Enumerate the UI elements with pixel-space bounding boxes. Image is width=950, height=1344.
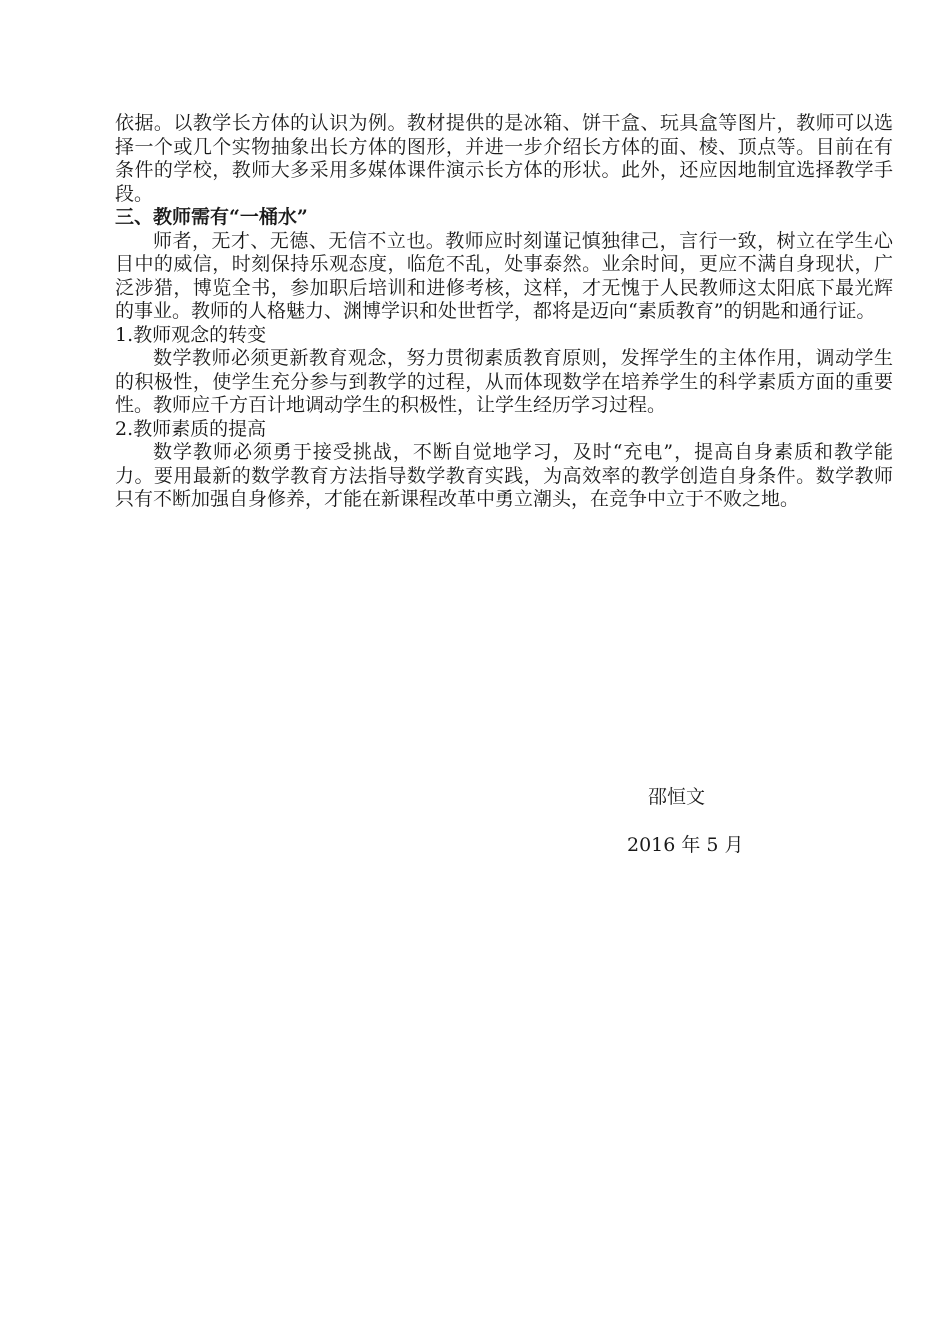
subsection-heading-1: 1.教师观念的转变 xyxy=(115,323,267,346)
subsection-2-paragraph: 数学教师必须勇于接受挑战，不断自觉地学习，及时“充电”，提高自身素质和教学能力。要用最新的数学教育方法指导数学教育实践，为高效率的教学创造自身条件。数学教师只有不断加强自身修养，才能在新课程改革中勇立潮头，在竞争中立于不败之地。 xyxy=(115,441,893,510)
paragraph-continuation: 依据。以教学长方体的认识为例。教材提供的是冰箱、饼干盒、玩具盒等图片，教师可以选择一个或几个实物抽象出长方体的图形，并进一步介绍长方体的面、棱、顶点等。目前在有条件的学校，教师大多采用多媒体课件演示长方体的形状。此外，还应因地制宜选择教学手段。 xyxy=(115,112,893,205)
document-body xyxy=(115,112,893,512)
document-date: 2016 年 5 月 xyxy=(627,834,744,856)
subsection-1-paragraph: 数学教师必须更新教育观念，努力贯彻素质教育原则，发挥学生的主体作用，调动学生的积极性，使学生充分参与到教学的过程，从而体现数学在培养学生的科学素质方面的重要性。教师应千方百计地调动学生的积极性，让学生经历学习过程。 xyxy=(115,347,893,416)
section-heading-3: 三、教师需有“一桶水” xyxy=(115,206,308,228)
author-signature: 邵恒文 xyxy=(648,786,706,808)
section-3-paragraph: 师者，无才、无德、无信不立也。教师应时刻谨记慎独律己，言行一致，树立在学生心目中的威信，时刻保持乐观态度，临危不乱，处事泰然。业余时间，更应不满自身现状，广泛涉猎，博览全书，参加职后培训和进修考核，这样，才无愧于人民教师这太阳底下最光辉的事业。教师的人格魅力、渊博学识和处世哲学，都将是迈向“素质教育”的钥匙和通行证。 xyxy=(115,229,893,322)
subsection-heading-2: 2.教师素质的提高 xyxy=(115,417,267,440)
